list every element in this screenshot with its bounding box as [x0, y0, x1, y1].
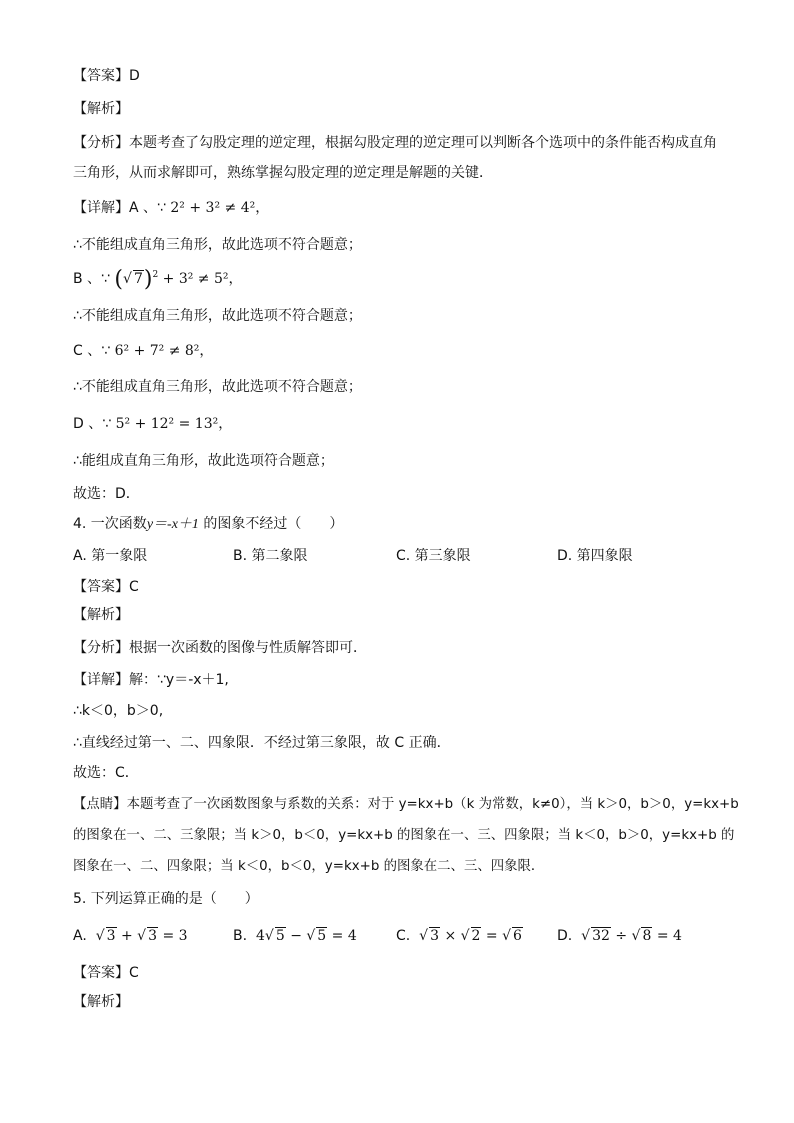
q4-option-d: D. 第四象限: [557, 548, 633, 564]
q3-conclusion-b: ∴不能组成直角三角形，故此选项不符合题意；: [73, 308, 362, 324]
q5-jiexi: 【解析】: [73, 994, 129, 1010]
fenxi-tag: 【分析】: [73, 640, 129, 656]
dianjing-tag: 【点睛】: [73, 797, 127, 812]
answer-value: C: [129, 579, 139, 595]
q4-jiexi: 【解析】: [73, 607, 129, 623]
q5-option-a: A. √ 3 + √ 3 = 3: [73, 928, 188, 944]
q3-conclusion-d: ∴能组成直角三角形，故此选项符合题意；: [73, 453, 334, 469]
q4-dianjing-line3: 图象在一、二、四象限；当 k＜0，b＜0，y=kx+b 的图象在二、三、四象限．: [73, 859, 545, 874]
q3-fenxi-line1: 【分析】本题考查了勾股定理的逆定理，根据勾股定理的逆定理可以判断各个选项中的条件能否构成直角: [73, 135, 717, 151]
answer-value: D: [129, 68, 140, 84]
xiangjie-tag: 【详解】: [73, 672, 129, 688]
q3-jiexi: 【解析】: [73, 101, 129, 117]
answer-tag: 【答案】: [73, 579, 129, 595]
answer-tag: 【答案】: [73, 965, 129, 981]
q4-detail-1: 【详解】解：∵y＝-x＋1,: [73, 672, 229, 688]
q4-detail-2: ∴k＜0，b＞0,: [73, 703, 164, 719]
q4-option-c: C. 第三象限: [396, 548, 471, 564]
q3-detail-a: 【详解】A 、∵ 2² + 3² ≠ 4²，: [73, 200, 270, 216]
q4-answer-line: [73, 577, 139, 597]
q3-detail-b: B 、∵ (√ 7)$^2$ + 3² ≠ 5²，: [73, 267, 243, 292]
xiangjie-tag: 【详解】: [73, 200, 129, 216]
q4-stem: 4. 一次函数y＝-x＋1 的图象不经过（ ）: [73, 516, 344, 532]
answer-value: C: [129, 965, 139, 981]
q3-detail-c: C 、∵ 6² + 7² ≠ 8²，: [73, 343, 214, 359]
q4-choice: 故选：C．: [73, 765, 139, 781]
q4-option-a: A. 第一象限: [73, 548, 148, 564]
q3-answer-line: [73, 66, 140, 86]
q4-detail-3: ∴直线经过第一、二、四象限．不经过第三象限，故 C 正确．: [73, 735, 451, 751]
q5-option-d: D. √ 32 ÷ √ 8 = 4: [557, 928, 682, 944]
q4-option-b: B. 第二象限: [233, 548, 308, 564]
q3-detail-d: D 、∵ 5² + 12² = 13²，: [73, 416, 233, 432]
q4-fenxi: 【分析】根据一次函数的图像与性质解答即可．: [73, 640, 367, 656]
fenxi-tag: 【分析】: [73, 135, 129, 151]
answer-tag: 【答案】: [73, 68, 129, 84]
q5-answer-line: [73, 963, 139, 983]
q3-conclusion-a: ∴不能组成直角三角形，故此选项不符合题意；: [73, 237, 362, 253]
q3-conclusion-c: ∴不能组成直角三角形，故此选项不符合题意；: [73, 379, 362, 395]
q3-choice: 故选：D．: [73, 486, 140, 502]
q5-option-b: B. 4√ 5 − √ 5 = 4: [233, 928, 357, 944]
q5-option-c: C. √ 3 × √ 2 = √ 6: [396, 928, 522, 944]
q4-dianjing-line1: 【点睛】本题考查了一次函数图象与系数的关系：对于 y=kx+b（k 为常数，k≠0），当 k＞0，b＞0，y=kx+b: [73, 797, 739, 812]
q5-stem: 5. 下列运算正确的是（ ）: [73, 891, 259, 907]
q4-dianjing-line2: 的图象在一、二、三象限；当 k＞0，b＜0，y=kx+b 的图象在一、三、四象限；当 k＜0，b＞0，y=kx+b 的: [73, 828, 735, 843]
q3-fenxi-line2: 三角形，从而求解即可，熟练掌握勾股定理的逆定理是解题的关键．: [73, 165, 493, 181]
